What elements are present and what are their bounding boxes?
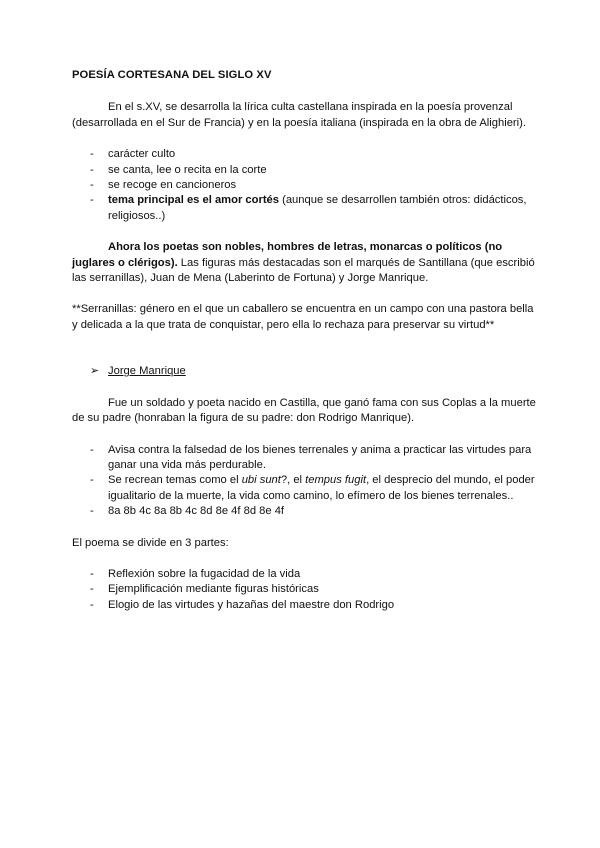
section-heading-text: Jorge Manrique — [108, 365, 186, 378]
document-page — [72, 68, 540, 613]
page-title: POESÍA CORTESANA DEL SIGLO XV — [72, 69, 272, 81]
intro-paragraph: En el s.XV, se desarrolla la lírica culta castellana inspirada en la poesía provenzal (desarrollada en el Sur de Francia) y en la poesía italiana (inspirada en la obra de Alighieri). — [72, 101, 526, 129]
manrique-intro: Fue un soldado y poeta nacido en Castilla, que ganó fama con sus Coplas a la muerte de su padre (honraban la figura de su padre: don Rodrigo Manrique). — [72, 396, 536, 425]
manrique-list — [72, 443, 540, 520]
list-item: - se recoge en cancioneros — [90, 179, 237, 192]
parts-intro: El poema se divide en 3 partes: — [72, 536, 229, 549]
serranillas-note: **Serranillas: género en el que un caballero se encuentra en un campo con una pastora bella y delicada a la que trata de conquistar, pero ella lo rechaza para preservar su virtud** — [72, 303, 534, 331]
list-item: - 8a 8b 4c 8a 8b 4c 8d 8e 4f 8d 8e 4f — [90, 505, 285, 518]
list-item: - Avisa contra la falsedad de los bienes terrenales y anima a practicar las virtudes para ganar una vida más perdurable. — [90, 443, 532, 471]
list-item: - Ejemplificación mediante figuras históricas — [90, 583, 319, 596]
list-item: - carácter culto — [90, 148, 176, 161]
features-list — [72, 147, 540, 224]
poets-paragraph: Ahora los poetas son nobles, hombres de letras, monarcas o políticos (no juglares o clérigos). Las figuras más destacadas son el marqués de Santillana (que escribió las serranillas), Juan de Mena (Laberinto de Fortuna) y Jorge Manrique. — [72, 241, 535, 285]
parts-list — [72, 567, 540, 613]
list-item: - Elogio de las virtudes y hazañas del maestre don Rodrigo — [90, 598, 395, 611]
arrow-bullet-icon: ➢ — [90, 365, 100, 378]
section-heading — [72, 364, 540, 379]
list-item: - se canta, lee o recita en la corte — [90, 163, 267, 176]
list-item: - tema principal es el amor cortés (aunque se desarrollen también otros: didácticos, religiosos..) — [90, 194, 527, 222]
list-item: - Reflexión sobre la fugacidad de la vida — [90, 567, 301, 580]
list-item: - Se recrean temas como el ubi sunt?, el tempus fugit, el desprecio del mundo, el poder igualitario de la muerte, la vida como camino, lo efímero de los bienes terrenales.. — [90, 474, 535, 502]
